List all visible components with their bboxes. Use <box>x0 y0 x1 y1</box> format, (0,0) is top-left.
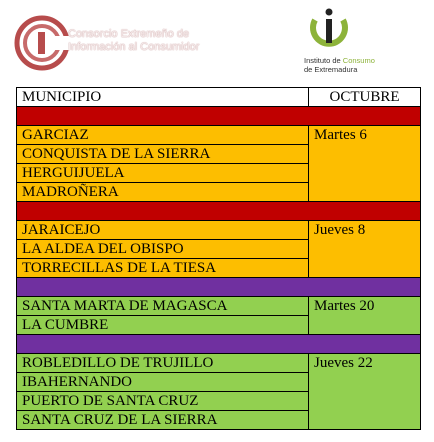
group-separator-row <box>17 107 421 126</box>
group-separator-row <box>17 278 421 297</box>
group-separator <box>17 335 421 354</box>
table-header-row <box>17 88 421 107</box>
consorcio-logo-icon <box>14 12 76 74</box>
calendar-body <box>17 107 421 430</box>
date-cell: Martes 6 <box>309 126 421 202</box>
date-cell: Jueves 8 <box>309 221 421 278</box>
group-separator <box>17 278 421 297</box>
instituto-consumo-logo-icon <box>309 6 349 54</box>
table-row <box>17 354 421 373</box>
municipio-cell: HERGUIJUELA <box>17 164 309 183</box>
group-separator-row <box>17 202 421 221</box>
date-cell: Jueves 22 <box>309 354 421 430</box>
group-separator-row <box>17 335 421 354</box>
consorcio-logo-text: Consorcio Extremeño de Información al Consumidor <box>68 28 200 53</box>
municipio-cell: CONQUISTA DE LA SIERRA <box>17 145 309 164</box>
municipio-cell: IBAHERNANDO <box>17 373 309 392</box>
table-row <box>17 126 421 145</box>
table-row <box>17 297 421 316</box>
municipio-cell: SANTA MARTA DE MAGASCA <box>17 297 309 316</box>
municipio-cell: MADROÑERA <box>17 183 309 202</box>
municipio-cell: GARCIAZ <box>17 126 309 145</box>
municipio-cell: LA CUMBRE <box>17 316 309 335</box>
municipio-cell: JARAICEJO <box>17 221 309 240</box>
group-separator <box>17 202 421 221</box>
calendar-table <box>16 87 421 430</box>
municipio-cell: SANTA CRUZ DE LA SIERRA <box>17 411 309 430</box>
municipio-cell: TORRECILLAS DE LA TIESA <box>17 259 309 278</box>
date-cell: Martes 20 <box>309 297 421 335</box>
column-header-municipio: MUNICIPIO <box>17 88 309 107</box>
municipio-cell: LA ALDEA DEL OBISPO <box>17 240 309 259</box>
header-logos <box>0 0 434 84</box>
municipio-cell: ROBLEDILLO DE TRUJILLO <box>17 354 309 373</box>
municipio-cell: PUERTO DE SANTA CRUZ <box>17 392 309 411</box>
instituto-consumo-logo-text: Instituto de Consumo de Extremadura <box>304 56 375 74</box>
group-separator <box>17 107 421 126</box>
table-row <box>17 221 421 240</box>
column-header-octubre: OCTUBRE <box>309 88 421 107</box>
